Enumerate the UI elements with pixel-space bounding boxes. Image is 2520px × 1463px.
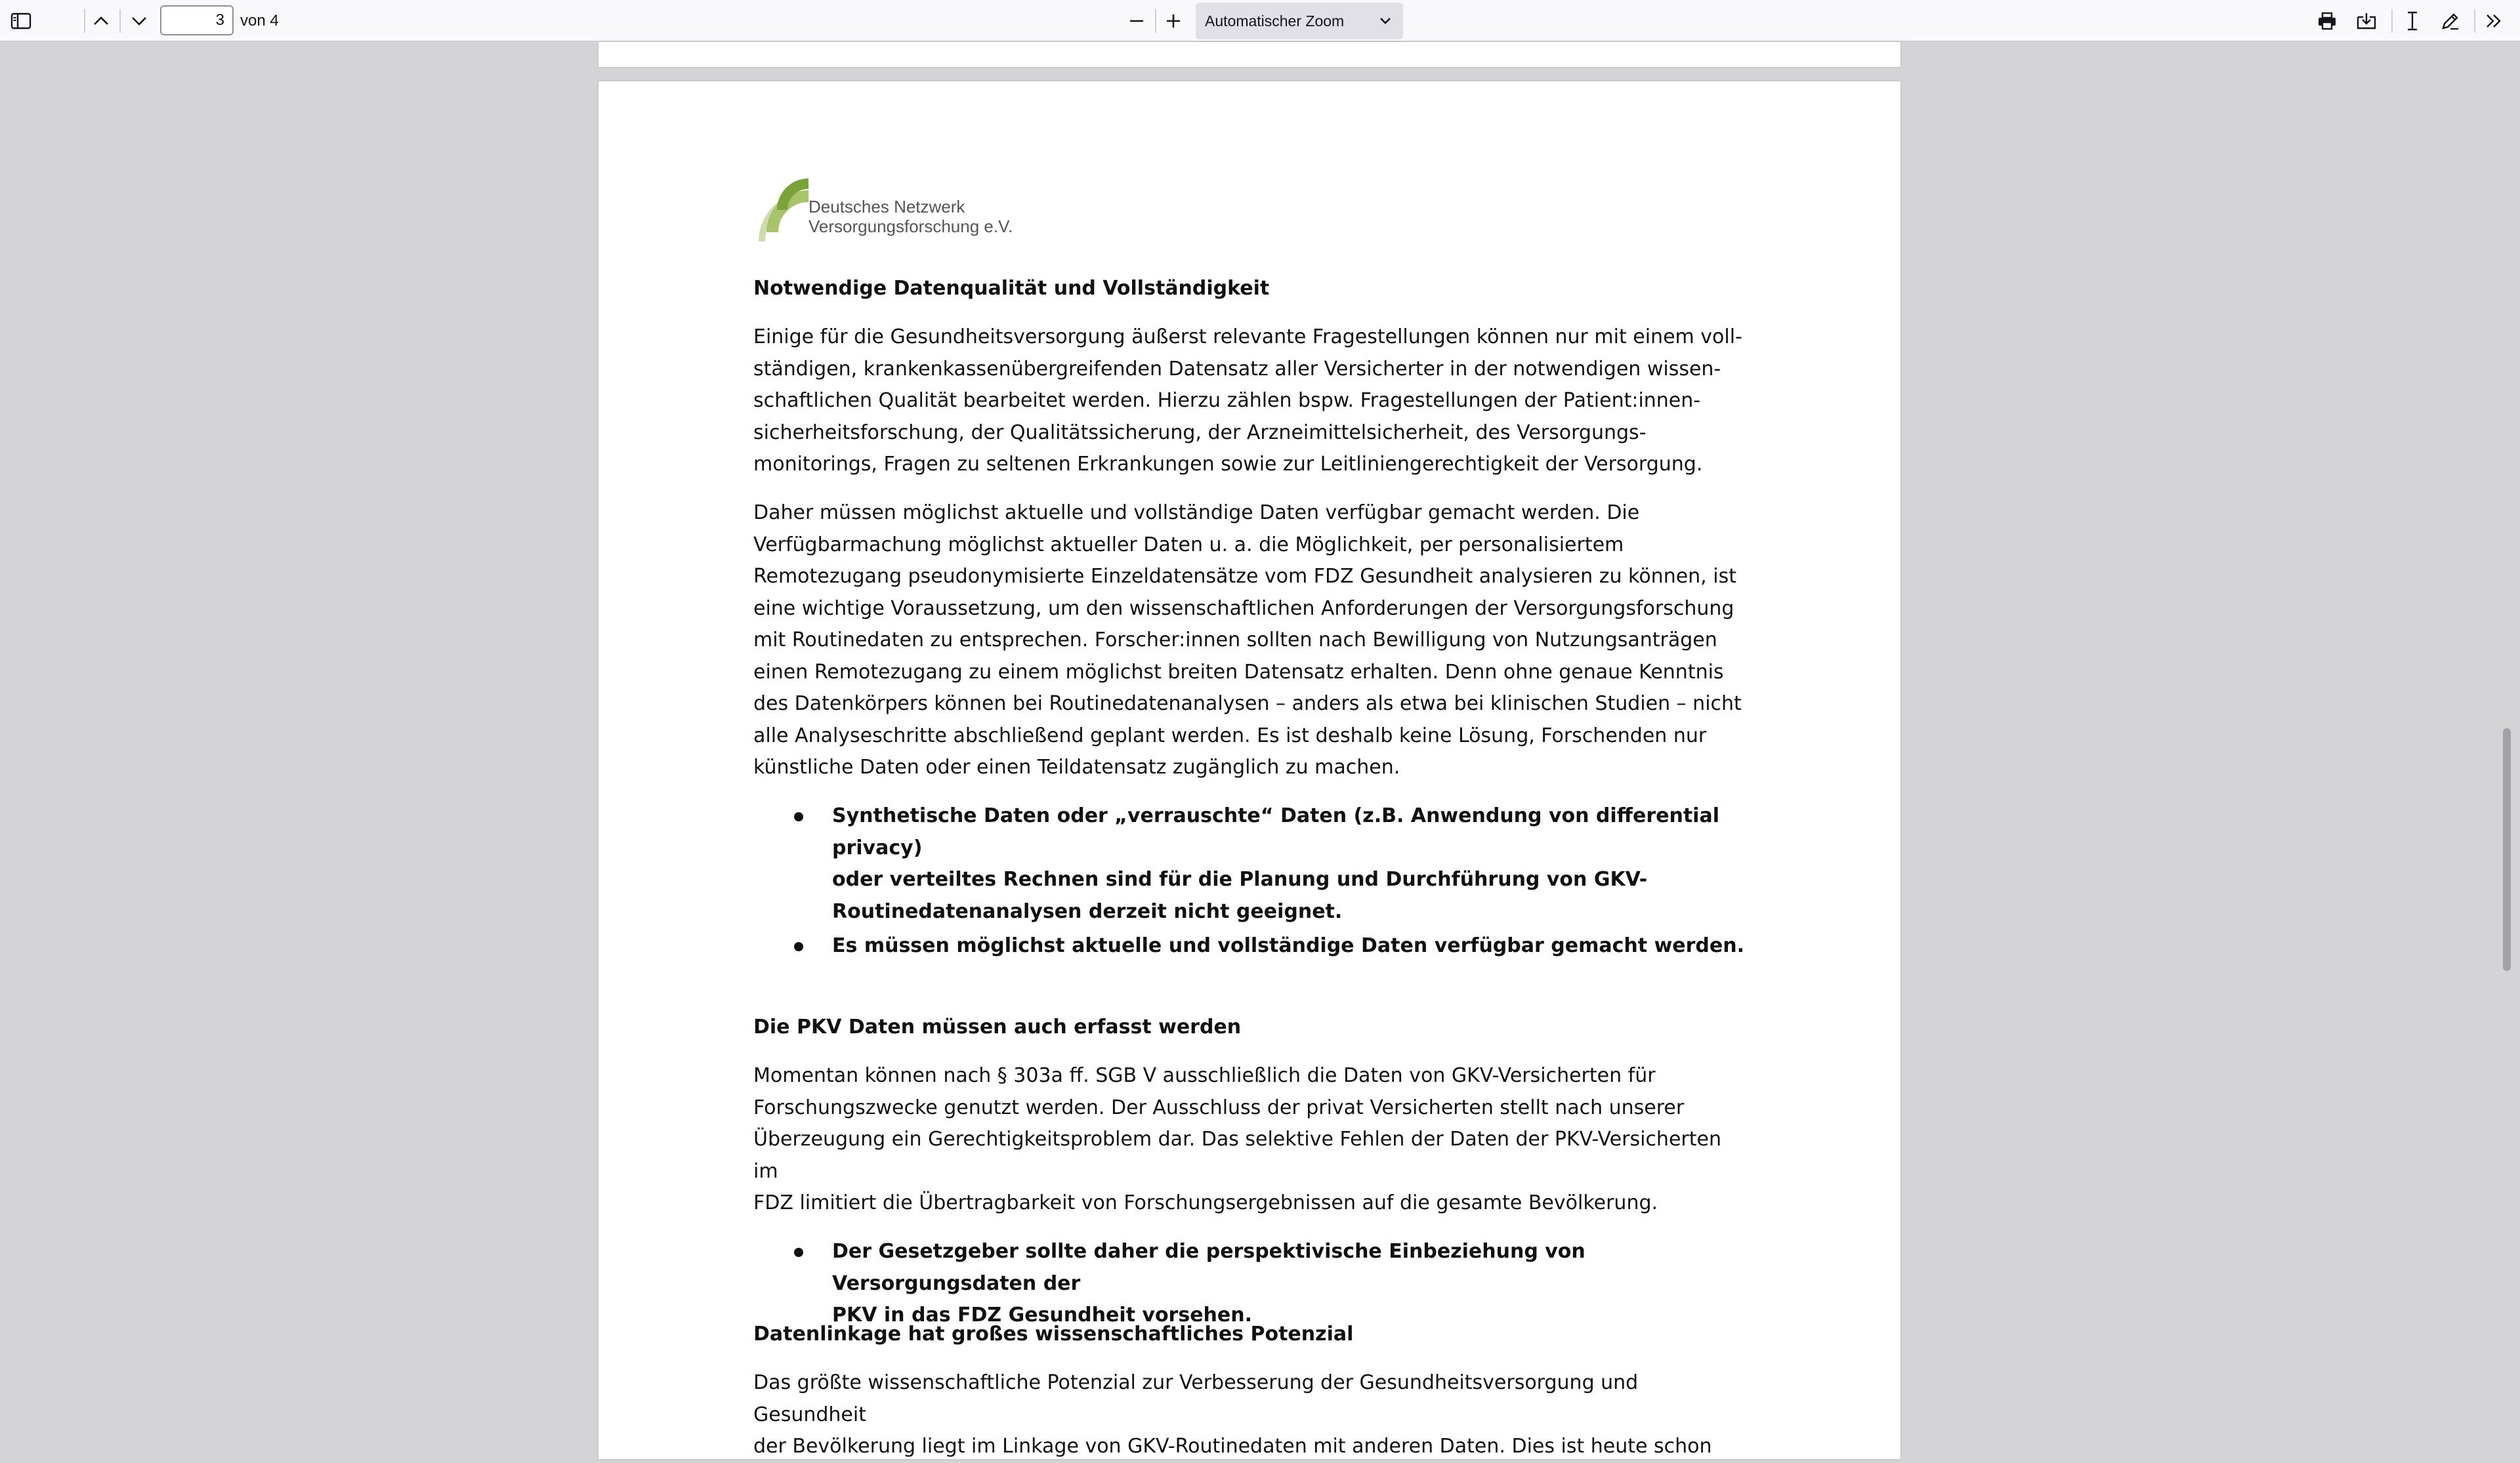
heading-pkv-data: Die PKV Daten müssen auch erfasst werden xyxy=(753,1016,1242,1039)
page-count-label: von 4 xyxy=(240,12,279,30)
bullet-current-data: Es müssen möglichst aktuelle und vollständige Daten verfügbar gemacht werden. xyxy=(832,934,1744,957)
toolbar-separator xyxy=(2474,9,2475,33)
sidebar-toggle-icon[interactable] xyxy=(5,8,37,34)
pdf-toolbar xyxy=(0,0,2520,42)
logo-text xyxy=(808,197,1013,236)
chevron-down-icon[interactable] xyxy=(126,8,152,34)
paragraph-3: Momentan können nach § 303a ff. SGB V ausschließlich die Daten von GKV-Versicherten für Forschungszwecke genutzt werden. Der Ausschluss der privat Versicherten stellt nach unserer Überzeugung ein Gerechtigkeitsproblem dar. Das selektive Fehlen der Daten der PKV-Versicherten im FDZ limitiert die Übertragbarkeit von Forschungsergebnissen auf die gesamte Bevölkerung. xyxy=(753,1064,1721,1214)
toolbar-separator xyxy=(84,9,85,33)
chevron-up-icon[interactable] xyxy=(88,8,114,34)
zoom-select-label: Automatischer Zoom xyxy=(1205,12,1345,30)
vertical-scrollbar[interactable] xyxy=(2503,728,2511,971)
bullet-dot xyxy=(794,812,803,821)
chevron-down-icon xyxy=(1377,12,1394,32)
page-number-input[interactable] xyxy=(160,5,234,35)
minus-icon[interactable] xyxy=(1124,8,1150,34)
pen-icon[interactable] xyxy=(2437,8,2464,34)
bullet-synthetic-data: Synthetische Daten oder „verrauschte“ Daten (z.B. Anwendung von differential privacy) oder verteiltes Rechnen sind für die Planung und Durchführung von GKV- Routinedatenanalysen derzeit nicht geeignet. xyxy=(832,804,1719,923)
toolbar-separator xyxy=(119,9,121,33)
toolbar-separator xyxy=(1155,9,1156,33)
dnvf-logo xyxy=(751,157,1026,243)
heading-data-linkage: Datenlinkage hat großes wissenschaftliches Potenzial xyxy=(753,1323,1354,1346)
double-chevron-right-icon[interactable] xyxy=(2481,8,2507,34)
paragraph-4: Das größte wissenschaftliche Potenzial zur Verbesserung der Gesundheitsversorgung und Gesundheit der Bevölkerung liegt im Linkage von GKV-Routinedaten mit anderen Daten. Dies ist heute schon xyxy=(753,1371,1712,1458)
zoom-select[interactable] xyxy=(1196,3,1403,39)
paragraph-2: Daher müssen möglichst aktuelle und vollständige Daten verfügbar gemacht werden. Die Verfügbarmachung möglichst aktueller Daten u. a. die Möglichkeit, per personalisiertem Remotezugang pseudonymisierte Einzeldatensätze vom FDZ Gesundheit analysieren zu können, ist eine wichtige Voraussetzung, um den wissenschaftlichen Anforderungen der Versorgungsforschung mit Routinedaten zu entsprechen. Forscher:innen sollten nach Bewilligung von Nutzungsanträgen einen Remotezugang zu einem möglichst breiten Datensatz erhalten. Denn ohne genaue Kenntnis des Datenkörpers können bei Routinedatenanalysen – anders als etwa bei klinischen Studien – nicht alle Analyseschritte abschließend geplant werden. Es ist deshalb keine Lösung, Forschenden nur künstliche Daten oder einen Teildatensatz zugänglich zu machen. xyxy=(753,501,1742,779)
bullet-dot xyxy=(794,942,803,951)
print-icon[interactable] xyxy=(2314,8,2340,34)
bullet-dot xyxy=(794,1248,803,1257)
save-icon[interactable] xyxy=(2353,8,2380,34)
heading-data-quality: Notwendige Datenqualität und Vollständigkeit xyxy=(753,277,1270,300)
bullet-pkv-inclusion: Der Gesetzgeber sollte daher die perspektivische Einbeziehung von Versorgungsdaten der PKV in das FDZ Gesundheit vorsehen. xyxy=(832,1240,1586,1327)
paragraph-1: Einige für die Gesundheitsversorgung äußerst relevante Fragestellungen können nur mit einem voll- ständigen, krankenkassenübergreifenden Datensatz aller Versicherter in der notwendigen wissen- schaftlichen Qualität bearbeitet werden. Hierzu zählen bspw. Fragestellungen der Patient:innen- sicherheitsforschung, der Qualitätssicherung, der Arzneimittelsicherheit, des Versorgungs- monitorings, Fragen zu seltenen Erkrankungen sowie zur Leitliniengerechtigkeit der Versorgung. xyxy=(753,325,1742,476)
pdf-page xyxy=(598,81,1900,1459)
logo-line-2: Versorgungsforschung e.V. xyxy=(808,216,1013,236)
logo-line-1: Deutsches Netzwerk xyxy=(808,197,965,216)
text-cursor-icon[interactable] xyxy=(2399,8,2426,34)
toolbar-separator xyxy=(2391,9,2393,33)
previous-page xyxy=(598,42,1900,67)
plus-icon[interactable] xyxy=(1160,8,1186,34)
